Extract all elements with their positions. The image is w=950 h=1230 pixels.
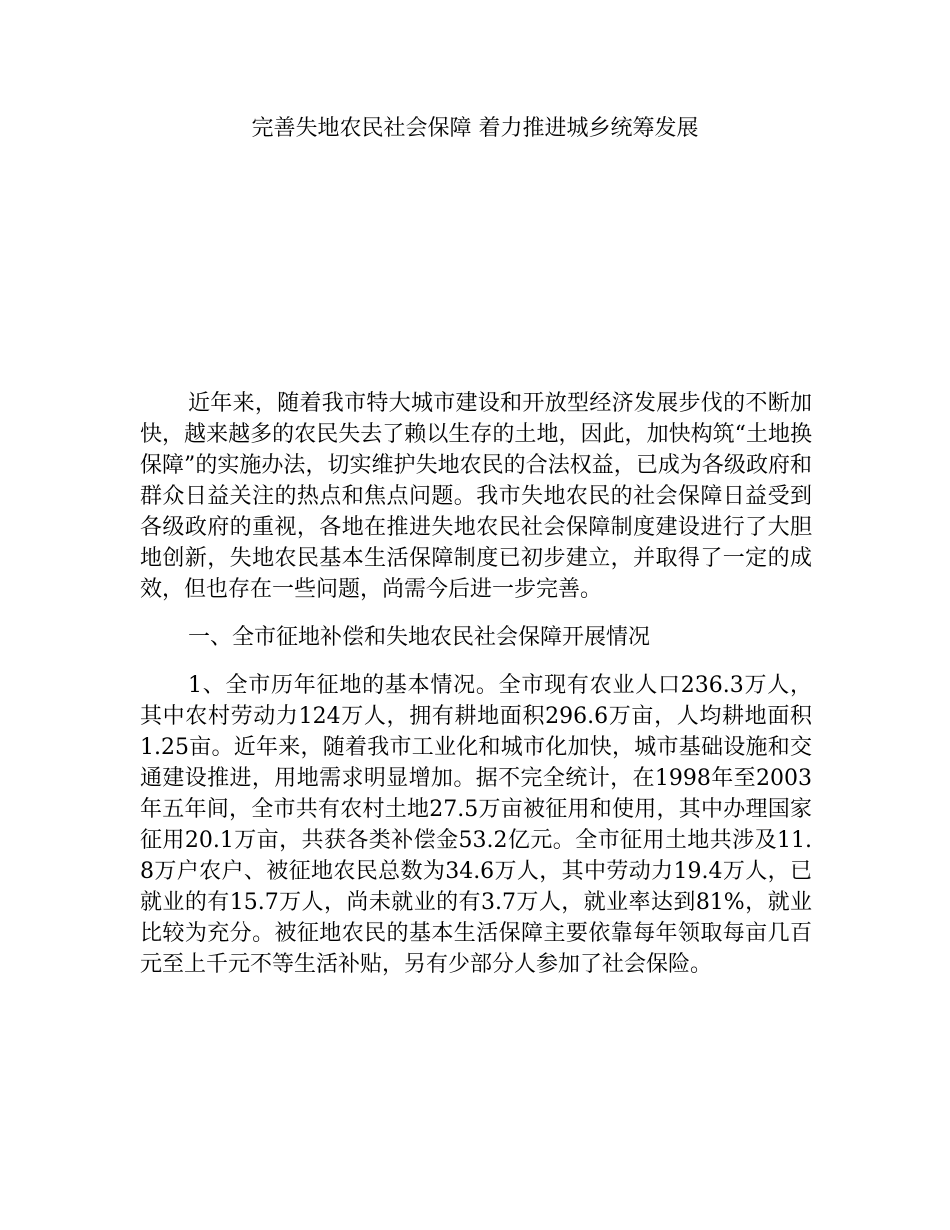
document-title: 完善失地农民社会保障 着力推进城乡统筹发展 [251,116,699,141]
section-heading-1: 一、全市征地补偿和失地农民社会保障开展情况 [188,625,651,650]
paragraph-intro: 近年来，随着我市特大城市建设和开放型经济发展步伐的不断加快，越来越多的农民失去了赖以生存的土地，因此，加快构筑“土地换保障”的实施办法，切实维护失地农民的合法权益，已成为各级政府和群众日益关注的热点和焦点问题。我市失地农民的社会保障日益受到各级政府的重视，各地在推进失地农民社会保障制度建设进行了大胆地创新，失地农民基本生活保障制度已初步建立，并取得了一定的成效，但也存在一些问题，尚需今后进一步完善。 [140,391,812,602]
document-body [140,388,812,980]
paragraph-land-requisition: 1、全市历年征地的基本情况。全市现有农业人口236.3万人，其中农村劳动力124万人，拥有耕地面积296.6万亩，人均耕地面积1.25亩。近年来，随着我市工业化和城市化加快，城市基础设施和交通建设推进，用地需求明显增加。据不完全统计，在1998年至2003年五年间，全市共有农村土地27.5万亩被征用和使用，其中办理国家征用20.1万亩，共获各类补偿金53.2亿元。全市征用土地共涉及11.8万户农户、被征地农民总数为34.6万人，其中劳动力19.4万人，已就业的有15.7万人，尚未就业的有3.7万人，就业率达到81%，就业比较为充分。被征地农民的基本生活保障主要依靠每年领取每亩几百元至上千元不等生活补贴，另有少部分人参加了社会保险。 [140,673,812,977]
